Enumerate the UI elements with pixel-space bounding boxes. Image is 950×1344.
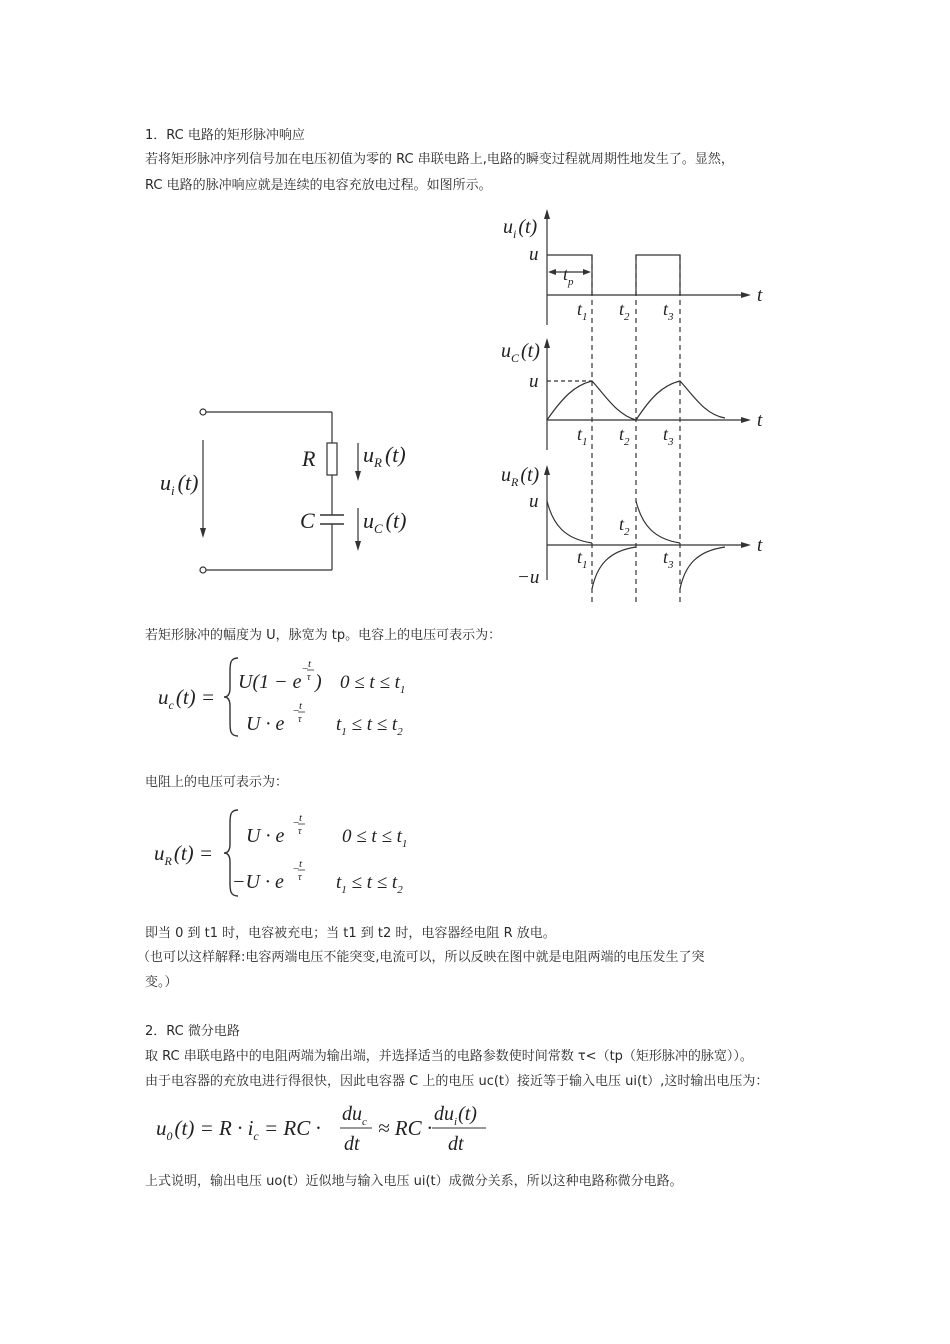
- section1-paragraph-line2: RC 电路的脉冲响应就是连续的电容充放电过程。如图所示。: [145, 178, 492, 193]
- capacitor-label: C: [300, 508, 315, 533]
- resistor-voltage-label: $u_R$ (t): [363, 442, 406, 470]
- svg-text:−: −: [293, 817, 300, 829]
- t2-label-2: $t_2$: [619, 424, 630, 448]
- t1-label-1: $t_1$: [577, 299, 588, 323]
- svg-text:t: t: [299, 700, 303, 712]
- svg-text:t: t: [299, 812, 303, 824]
- resistor-label: R: [302, 446, 316, 471]
- capacitor-voltage-equation: [150, 650, 450, 745]
- note-line2: 变。）: [145, 975, 178, 990]
- t2-label-1: $t_2$: [619, 299, 630, 323]
- charge-discharge-explanation: 即当 0 到 t1 时，电容被充电；当 t1 到 t2 时，电容器经电阻 R 放电。: [145, 926, 556, 941]
- rc-circuit-diagram: [150, 400, 410, 590]
- svg-text:τ: τ: [298, 714, 302, 725]
- svg-text:−U · e: −U · e: [232, 871, 284, 893]
- section1-heading: 1．RC 电路的矩形脉冲响应: [145, 128, 305, 143]
- note-line1: （也可以这样解释:电容两端电压不能突变,电流可以，所以反映在图中就是电阻两端的电压发生了突: [137, 950, 705, 965]
- svg-text:dt: dt: [344, 1133, 360, 1155]
- output-voltage-equation: [150, 1098, 510, 1158]
- resistor-voltage-equation: [150, 802, 450, 902]
- capacitor-waveform-label: $u_C$ (t): [501, 340, 540, 365]
- svg-text:): ): [315, 671, 322, 693]
- svg-text:≈ RC ·: ≈ RC ·: [378, 1116, 433, 1140]
- svg-text:τ: τ: [298, 872, 302, 883]
- resistor-amplitude-label: u: [529, 491, 539, 512]
- svg-text:dt: dt: [448, 1133, 464, 1155]
- tp-label: $t_p$: [563, 264, 574, 288]
- svg-text:τ: τ: [298, 826, 302, 837]
- svg-text:U(1 − e: U(1 − e: [238, 671, 302, 693]
- svg-text:u0(t) = R · ic = RC ·: $u_0(t) = R \cdot i_c$ = RC ·: [156, 1116, 321, 1143]
- t3-label-3: $t_3$: [663, 547, 674, 571]
- svg-text:t: t: [299, 858, 303, 870]
- svg-text:t1 ≤ t ≤ t2: $t_1 \le t \le t_2$: [336, 714, 403, 738]
- capacitor-voltage-label: $u_C$ (t): [363, 508, 407, 536]
- svg-text:t1 ≤ t ≤ t2: $t_1 \le t \le t_2$: [336, 872, 403, 896]
- svg-text:uc(t) =: $u_c(t)$ =: [158, 685, 216, 712]
- resistor-voltage-description: 电阻上的电压可表示为：: [145, 775, 289, 790]
- t3-label-1: $t_3$: [663, 299, 674, 323]
- t3-label-2: $t_3$: [663, 424, 674, 448]
- resistor-waveform-label: $u_R$ (t): [501, 464, 540, 489]
- section2-heading: 2．RC 微分电路: [145, 1024, 240, 1039]
- section2-conclusion: 上式说明，输出电压 uo(t）近似地与输入电压 ui(t）成微分关系，所以这种电路称微分电路。: [145, 1174, 683, 1189]
- section2-line1: 取 RC 串联电路中的电阻两端为输出端，并选择适当的电路参数使时间常数 τ<（tp（矩形脉冲的脉宽））。: [145, 1049, 753, 1064]
- svg-text:U · e: U · e: [246, 713, 285, 735]
- svg-text:τ: τ: [307, 672, 311, 683]
- t1-label-2: $t_1$: [577, 424, 588, 448]
- svg-text:−: −: [293, 705, 300, 717]
- waveform-diagrams: [495, 205, 785, 605]
- t1-label-3: $t_1$: [577, 547, 588, 571]
- input-amplitude-label: u: [529, 244, 539, 265]
- svg-text:−: −: [302, 663, 309, 675]
- amplitude-description: 若矩形脉冲的幅度为 U，脉宽为 tp。电容上的电压可表示为：: [145, 628, 502, 643]
- svg-text:0 ≤ t ≤ t1: $0 \le t \le t_1$: [340, 672, 406, 696]
- section2-line2: 由于电容器的充放电进行得很快，因此电容器 C 上的电压 uc(t）接近等于输入电压 ui(t）,这时输出电压为：: [145, 1074, 769, 1089]
- t-axis-label-2: t: [757, 410, 763, 431]
- input-voltage-label: $u_i$ (t): [160, 470, 199, 498]
- svg-text:U · e: U · e: [246, 825, 285, 847]
- capacitor-amplitude-label: u: [529, 371, 539, 392]
- svg-text:0 ≤ t ≤ t1: $0 \le t \le t_1$: [342, 826, 408, 850]
- svg-text:t: t: [308, 658, 312, 670]
- svg-text:uR(t) =: $u_R(t)$ =: [154, 841, 214, 868]
- t2-label-3: $t_2$: [619, 514, 630, 538]
- t-axis-label-1: t: [757, 285, 763, 306]
- svg-text:−: −: [293, 863, 300, 875]
- svg-text:dui(t): $du_i(t)$: [434, 1103, 477, 1128]
- resistor-negative-amplitude-label: −u: [517, 567, 540, 588]
- svg-text:duc: $du_c$: [342, 1103, 367, 1128]
- section1-paragraph-line1: 若将矩形脉冲序列信号加在电压初值为零的 RC 串联电路上,电路的瞬变过程就周期性地发生了。显然，: [145, 152, 734, 167]
- input-waveform-label: $u_i$ (t): [503, 216, 538, 241]
- t-axis-label-3: t: [757, 535, 763, 556]
